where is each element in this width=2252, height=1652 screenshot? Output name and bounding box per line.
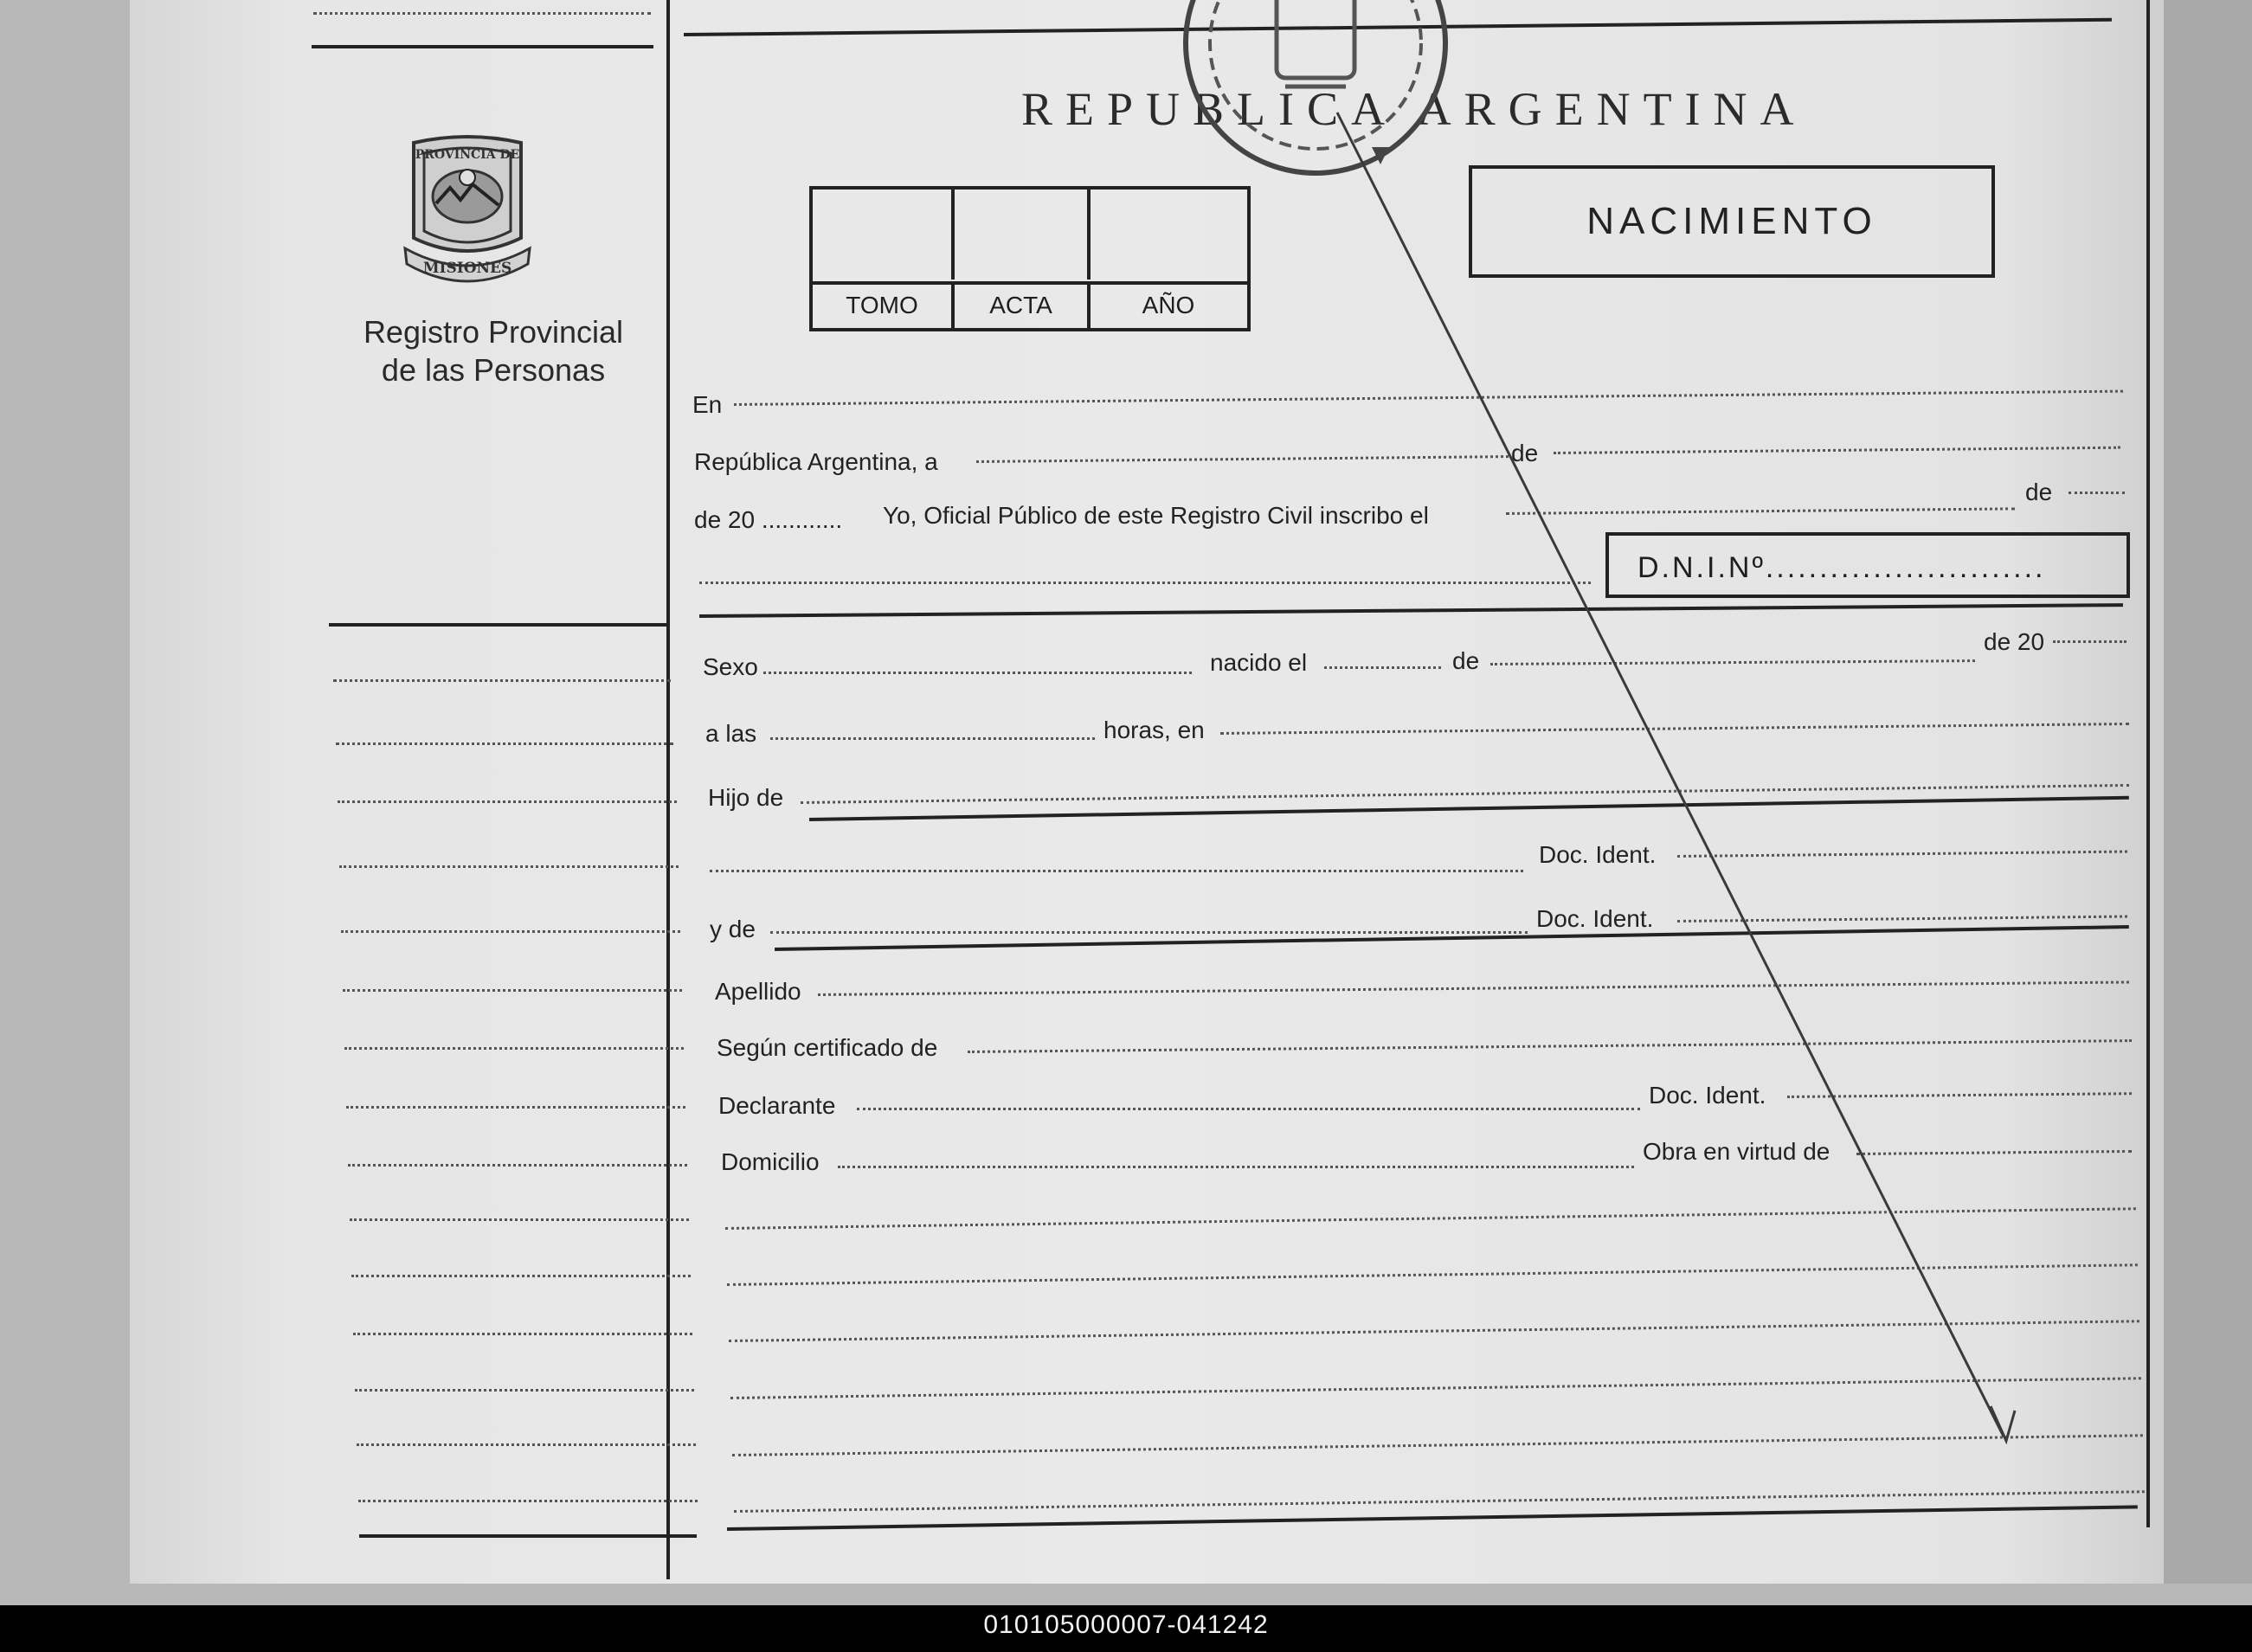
field-domicilio-label: Domicilio bbox=[721, 1148, 820, 1175]
field-oficial-label: Yo, Oficial Público de este Registro Civil inscribo el bbox=[883, 502, 1429, 529]
tomo-label: TOMO bbox=[846, 292, 918, 318]
acta-label: ACTA bbox=[989, 292, 1052, 318]
field-de-label: de bbox=[1511, 440, 1539, 466]
field-obra-label: Obra en virtud de bbox=[1643, 1138, 1831, 1165]
field-de-label-2: de bbox=[2025, 479, 2053, 505]
field-de-label-3: de bbox=[1452, 647, 1480, 674]
field-en-label: En bbox=[692, 391, 723, 418]
field-nacido-label: nacido el bbox=[1210, 649, 1308, 676]
country-title: REPUBLICA ARGENTINA bbox=[1021, 83, 1807, 135]
field-doc-ident-label-1: Doc. Ident. bbox=[1539, 841, 1657, 868]
field-certificado-label: Según certificado de bbox=[717, 1034, 938, 1061]
field-a-las-label: a las bbox=[705, 720, 757, 747]
field-horas-label: horas, en bbox=[1103, 717, 1205, 743]
field-declarante-label: Declarante bbox=[718, 1092, 836, 1119]
record-type: NACIMIENTO bbox=[1586, 200, 1877, 242]
field-doc-ident-label-3: Doc. Ident. bbox=[1649, 1082, 1766, 1109]
registry-line-1: Registro Provincial bbox=[363, 314, 624, 350]
field-apellido-label: Apellido bbox=[715, 978, 801, 1005]
document-id: 010105000007-041242 bbox=[983, 1610, 1269, 1639]
field-doc-ident-label-2: Doc. Ident. bbox=[1536, 905, 1654, 932]
field-de20-label: de 20 bbox=[1984, 628, 2045, 655]
registry-line-2: de las Personas bbox=[381, 352, 606, 388]
seal-bottom-text: MISIONES bbox=[422, 260, 512, 277]
dni-label: D.N.I.Nº.......................... bbox=[1638, 551, 2046, 584]
field-y-de-label: y de bbox=[710, 916, 756, 942]
seal-top-text: PROVINCIA DE bbox=[415, 148, 520, 162]
field-sexo-label: Sexo bbox=[703, 653, 758, 680]
field-republica-label: República Argentina, a bbox=[694, 448, 938, 475]
field-hijo-label: Hijo de bbox=[708, 784, 784, 811]
anio-label: AÑO bbox=[1142, 292, 1195, 318]
field-year-label: de 20 ............ bbox=[694, 506, 843, 533]
